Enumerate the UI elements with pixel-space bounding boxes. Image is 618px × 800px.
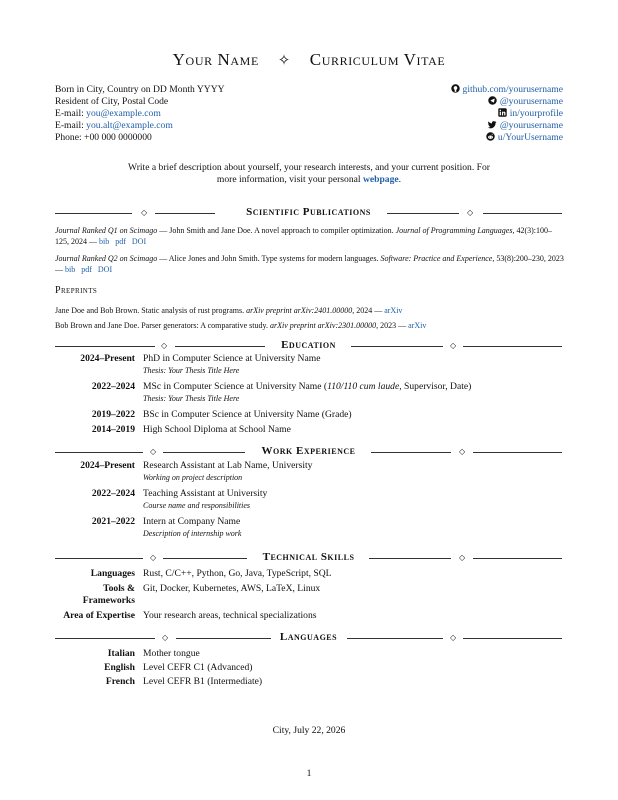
work-note: Course name and responsibilities [143,501,251,510]
work-note: Description of internship work [143,529,242,538]
education-period: 2024–Present [80,353,135,364]
education-desc: High School Diploma at School Name [143,424,291,435]
place-date: City, July 22, 2026 [272,725,346,736]
diamond-icon: ◇ [161,341,168,350]
education-desc: MSc in Computer Science at University Name (110/110 cum laude, Supervisor, Date) [143,381,472,392]
bib-link[interactable]: bib [99,237,110,246]
language-item [55,662,562,674]
section-header-education [55,339,562,353]
page-number: 1 [306,768,312,779]
diamond-icon: ◇ [141,208,148,217]
publication-venue: Journal of Programming Languages [395,226,513,235]
section-header-work [55,445,562,459]
language-name: English [104,662,135,673]
preprint-year: , 2024 — [352,306,385,315]
preprint-body: Bob Brown and Jane Doe. Parser generators: A comparative study. [55,321,270,330]
section-header-publications [55,206,562,220]
education-period: 2022–2024 [91,381,135,392]
telegram-icon [488,96,497,105]
phone-info: Phone: +00 000 0000000 [55,132,152,143]
education-period: 2014–2019 [91,424,135,435]
divider-line [463,638,562,639]
education-desc: BSc in Computer Science at University Name (Grade) [143,409,352,420]
work-desc: Research Assistant at Lab Name, University [143,460,313,471]
skills-value: Your research areas, technical specializations [143,610,317,621]
divider-line [371,452,451,453]
section-header-skills [55,551,562,565]
diamond-icon: ◇ [150,553,157,562]
diamond-icon: ◇ [162,633,169,642]
work-period: 2024–Present [80,460,135,471]
arxiv-link[interactable]: arXiv [408,321,427,330]
education-note: Thesis: Your Thesis Title Here [143,394,240,403]
intro-paragraph [120,162,498,186]
preprints-heading: Preprints [55,285,98,296]
publication-item [55,253,565,275]
publication-item [55,225,565,247]
skills-value: Rust, C/C++, Python, Go, Java, TypeScript, SQL [143,568,332,579]
twitter-link[interactable]: @yourusername [499,120,563,131]
work-item [55,460,562,484]
intro-end: . [398,174,402,185]
email-label: E-mail: [55,120,87,131]
name-heading: Your Name [172,50,259,69]
language-item [55,648,562,660]
email-link[interactable]: you@example.com [86,108,161,119]
language-item [55,676,562,688]
section-header-languages [55,631,562,645]
birth-info: Born in City, Country on DD Month YYYY [55,84,225,95]
reddit-icon [486,132,495,141]
language-name: Italian [107,648,135,659]
diamond-icon: ◇ [450,341,457,350]
cv-title [0,50,618,70]
diamond-icon: ◇ [450,633,457,642]
work-item [55,516,562,540]
language-level: Mother tongue [143,648,200,659]
section-title: Education [55,339,562,351]
journal-rank: Journal Ranked Q2 on Scimago [55,254,158,263]
divider-line [387,213,459,214]
section-title: Languages [55,631,562,643]
education-item [55,353,562,377]
language-name: French [105,676,135,687]
publication-body: — John Smith and Jane Doe. A novel approach to compiler optimization. [157,226,396,235]
skills-key: Languages [90,568,135,579]
work-desc: Intern at Company Name [143,516,241,527]
language-level: Level CEFR B1 (Intermediate) [143,676,263,687]
preprint-venue: arXiv preprint arXiv:2301.00000 [269,321,377,330]
github-icon [451,84,460,93]
contact-links [451,84,563,144]
twitter-icon [488,120,497,129]
diamond-icon: ◇ [459,447,466,456]
preprint-venue: arXiv preprint arXiv:2401.00000 [246,306,353,315]
telegram-link[interactable]: @yourusername [499,96,563,107]
divider-line [473,558,562,559]
language-level: Level CEFR C1 (Advanced) [143,662,253,673]
skills-key: Tools & Frameworks [82,583,135,606]
journal-rank: Journal Ranked Q1 on Scimago [55,226,158,235]
diamond-icon: ◇ [459,553,466,562]
work-period: 2022–2024 [91,488,135,499]
pdf-link[interactable]: pdf [81,265,92,274]
email-line-2 [55,120,225,132]
section-title: Technical Skills [55,551,562,563]
preprint-item [55,320,565,331]
work-period: 2021–2022 [91,516,135,527]
work-note: Working on project description [143,473,243,482]
education-item [55,424,562,436]
education-item [55,381,562,405]
divider-line [369,558,451,559]
contact-reddit[interactable] [451,132,563,144]
education-period: 2019–2022 [91,409,135,420]
arxiv-link[interactable]: arXiv [384,306,403,315]
education-item [55,409,562,421]
doi-link[interactable]: DOI [131,237,147,246]
education-desc: PhD in Computer Science at University Name [143,353,321,364]
personal-info [55,84,225,144]
publication-venue: Software: Practice and Experience [380,254,493,263]
skills-key: Area of Expertise [63,610,135,621]
email-line-1 [55,108,225,120]
contact-github[interactable] [451,84,563,96]
pdf-link[interactable]: pdf [115,237,126,246]
preprint-item [55,305,565,316]
divider-line [351,346,443,347]
diamond-icon: ◇ [467,208,474,217]
linkedin-link[interactable]: in/yourprofile [509,108,563,119]
section-title: Scientific Publications [55,206,562,218]
work-desc: Teaching Assistant at University [143,488,268,499]
work-item [55,488,562,512]
diamond-separator-icon: ✧ [277,53,291,69]
linkedin-icon [498,108,507,117]
contact-twitter[interactable] [451,120,563,132]
divider-line [473,452,562,453]
section-title: Work Experience [55,445,562,457]
contact-linkedin[interactable] [451,108,563,120]
doc-title: Curriculum Vitae [309,50,446,69]
education-note: Thesis: Your Thesis Title Here [143,366,240,375]
doi-link[interactable]: DOI [97,265,113,274]
github-link[interactable]: github.com/yourusername [462,84,563,95]
reddit-link[interactable]: u/YourUsername [497,132,563,143]
preprint-year: , 2023 — [376,321,409,330]
bib-link[interactable]: bib [65,265,76,274]
divider-line [347,638,443,639]
publication-details: , 53(8):200–230, 2023 — [55,254,564,274]
preprint-body: Jane Doe and Bob Brown. Static analysis of rust programs. [55,306,247,315]
publication-details: , 42(3):100–125, 2024 — [55,226,552,246]
email-alt-link[interactable]: you.alt@example.com [86,120,173,131]
webpage-link[interactable]: webpage [362,174,399,185]
divider-line [463,346,562,347]
intro-text: Write a brief description about yourself, your research interests, and your current position. For more information, visit your personal [128,162,490,185]
email-label: E-mail: [55,108,87,119]
skills-item [55,610,562,622]
diamond-icon: ◇ [150,447,157,456]
divider-line [483,213,562,214]
publication-body: — Alice Jones and John Smith. Type systems for modern languages. [157,254,381,263]
contact-telegram[interactable] [451,96,563,108]
residence-info: Resident of City, Postal Code [55,96,169,107]
skills-value: Git, Docker, Kubernetes, AWS, LaTeX, Linux [143,583,321,594]
skills-item [55,568,562,580]
skills-item [55,583,562,607]
